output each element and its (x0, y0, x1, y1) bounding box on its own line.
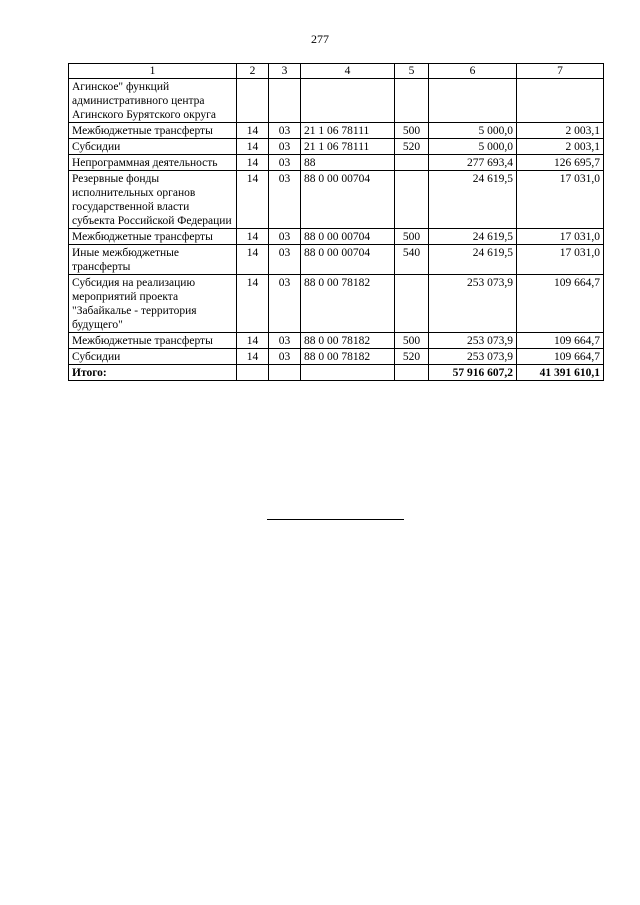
row-sum-actual (517, 79, 604, 123)
header-row (69, 64, 604, 79)
row-subsection: 03 (269, 349, 301, 365)
column-header: 1 (69, 64, 237, 79)
row-target-article: 88 (301, 155, 395, 171)
column-header: 2 (237, 64, 269, 79)
row-name: Межбюджетные трансферты (69, 333, 237, 349)
table-cell (395, 365, 429, 381)
row-target-article: 88 0 00 78182 (301, 275, 395, 333)
table-row (69, 245, 604, 275)
row-expense-type: 500 (395, 333, 429, 349)
row-name: Иные межбюджетные трансферты (69, 245, 237, 275)
row-target-article: 21 1 06 78111 (301, 123, 395, 139)
row-target-article: 88 0 00 78182 (301, 349, 395, 365)
page-number: 277 (311, 32, 329, 46)
table-cell (237, 365, 269, 381)
table-row (69, 139, 604, 155)
column-header: 5 (395, 64, 429, 79)
row-sum-plan: 253 073,9 (429, 275, 517, 333)
row-target-article: 88 0 00 00704 (301, 245, 395, 275)
row-section: 14 (237, 275, 269, 333)
row-sum-plan: 5 000,0 (429, 139, 517, 155)
row-sum-actual: 126 695,7 (517, 155, 604, 171)
row-subsection: 03 (269, 139, 301, 155)
column-header: 7 (517, 64, 604, 79)
row-sum-plan: 24 619,5 (429, 171, 517, 229)
row-sum-plan: 5 000,0 (429, 123, 517, 139)
table-header (69, 64, 604, 79)
row-target-article (301, 79, 395, 123)
row-target-article: 21 1 06 78111 (301, 139, 395, 155)
row-sum-actual: 2 003,1 (517, 123, 604, 139)
row-sum-actual: 2 003,1 (517, 139, 604, 155)
row-expense-type: 540 (395, 245, 429, 275)
row-name: Агинское" функций административного центра Агинского Бурятского округа (69, 79, 237, 123)
row-expense-type: 520 (395, 349, 429, 365)
table-body (69, 79, 604, 365)
row-section: 14 (237, 171, 269, 229)
row-section: 14 (237, 123, 269, 139)
row-sum-actual: 109 664,7 (517, 349, 604, 365)
row-subsection: 03 (269, 171, 301, 229)
row-section: 14 (237, 155, 269, 171)
row-name: Субсидии (69, 139, 237, 155)
row-subsection: 03 (269, 245, 301, 275)
row-target-article: 88 0 00 00704 (301, 171, 395, 229)
row-subsection (269, 79, 301, 123)
row-section (237, 79, 269, 123)
row-sum-plan: 24 619,5 (429, 229, 517, 245)
table-cell (301, 365, 395, 381)
budget-table (68, 63, 604, 381)
table-row (69, 155, 604, 171)
column-header: 4 (301, 64, 395, 79)
row-sum-plan: 24 619,5 (429, 245, 517, 275)
row-name: Межбюджетные трансферты (69, 123, 237, 139)
row-section: 14 (237, 245, 269, 275)
row-subsection: 03 (269, 155, 301, 171)
row-target-article: 88 0 00 00704 (301, 229, 395, 245)
row-name: Субсидия на реализацию мероприятий проекта "Забайкалье - территория будущего" (69, 275, 237, 333)
row-name: Резервные фонды исполнительных органов государственной власти субъекта Российской Федерации (69, 171, 237, 229)
row-sum-plan: 253 073,9 (429, 349, 517, 365)
table-row (69, 275, 604, 333)
table-row (69, 229, 604, 245)
row-sum-actual: 17 031,0 (517, 229, 604, 245)
row-name: Непрограммная деятельность (69, 155, 237, 171)
row-sum-actual: 17 031,0 (517, 171, 604, 229)
row-name: Субсидии (69, 349, 237, 365)
total-sum-actual: 41 391 610,1 (517, 365, 604, 381)
row-expense-type: 500 (395, 123, 429, 139)
row-sum-actual: 109 664,7 (517, 275, 604, 333)
row-expense-type (395, 79, 429, 123)
total-row (69, 365, 604, 381)
column-header: 3 (269, 64, 301, 79)
row-target-article: 88 0 00 78182 (301, 333, 395, 349)
row-subsection: 03 (269, 229, 301, 245)
table-row (69, 349, 604, 365)
row-name: Межбюджетные трансферты (69, 229, 237, 245)
row-sum-plan: 277 693,4 (429, 155, 517, 171)
row-expense-type (395, 275, 429, 333)
table-row (69, 123, 604, 139)
row-expense-type (395, 171, 429, 229)
row-sum-plan: 253 073,9 (429, 333, 517, 349)
row-section: 14 (237, 349, 269, 365)
total-label: Итого: (69, 365, 237, 381)
row-expense-type: 520 (395, 139, 429, 155)
row-section: 14 (237, 229, 269, 245)
row-subsection: 03 (269, 333, 301, 349)
row-expense-type (395, 155, 429, 171)
table-row (69, 79, 604, 123)
table-row (69, 333, 604, 349)
column-header: 6 (429, 64, 517, 79)
row-sum-actual: 109 664,7 (517, 333, 604, 349)
separator-line (267, 519, 404, 520)
row-subsection: 03 (269, 275, 301, 333)
row-sum-actual: 17 031,0 (517, 245, 604, 275)
row-expense-type: 500 (395, 229, 429, 245)
row-section: 14 (237, 139, 269, 155)
table-cell (269, 365, 301, 381)
table-row (69, 171, 604, 229)
row-sum-plan (429, 79, 517, 123)
total-sum-plan: 57 916 607,2 (429, 365, 517, 381)
row-subsection: 03 (269, 123, 301, 139)
row-section: 14 (237, 333, 269, 349)
